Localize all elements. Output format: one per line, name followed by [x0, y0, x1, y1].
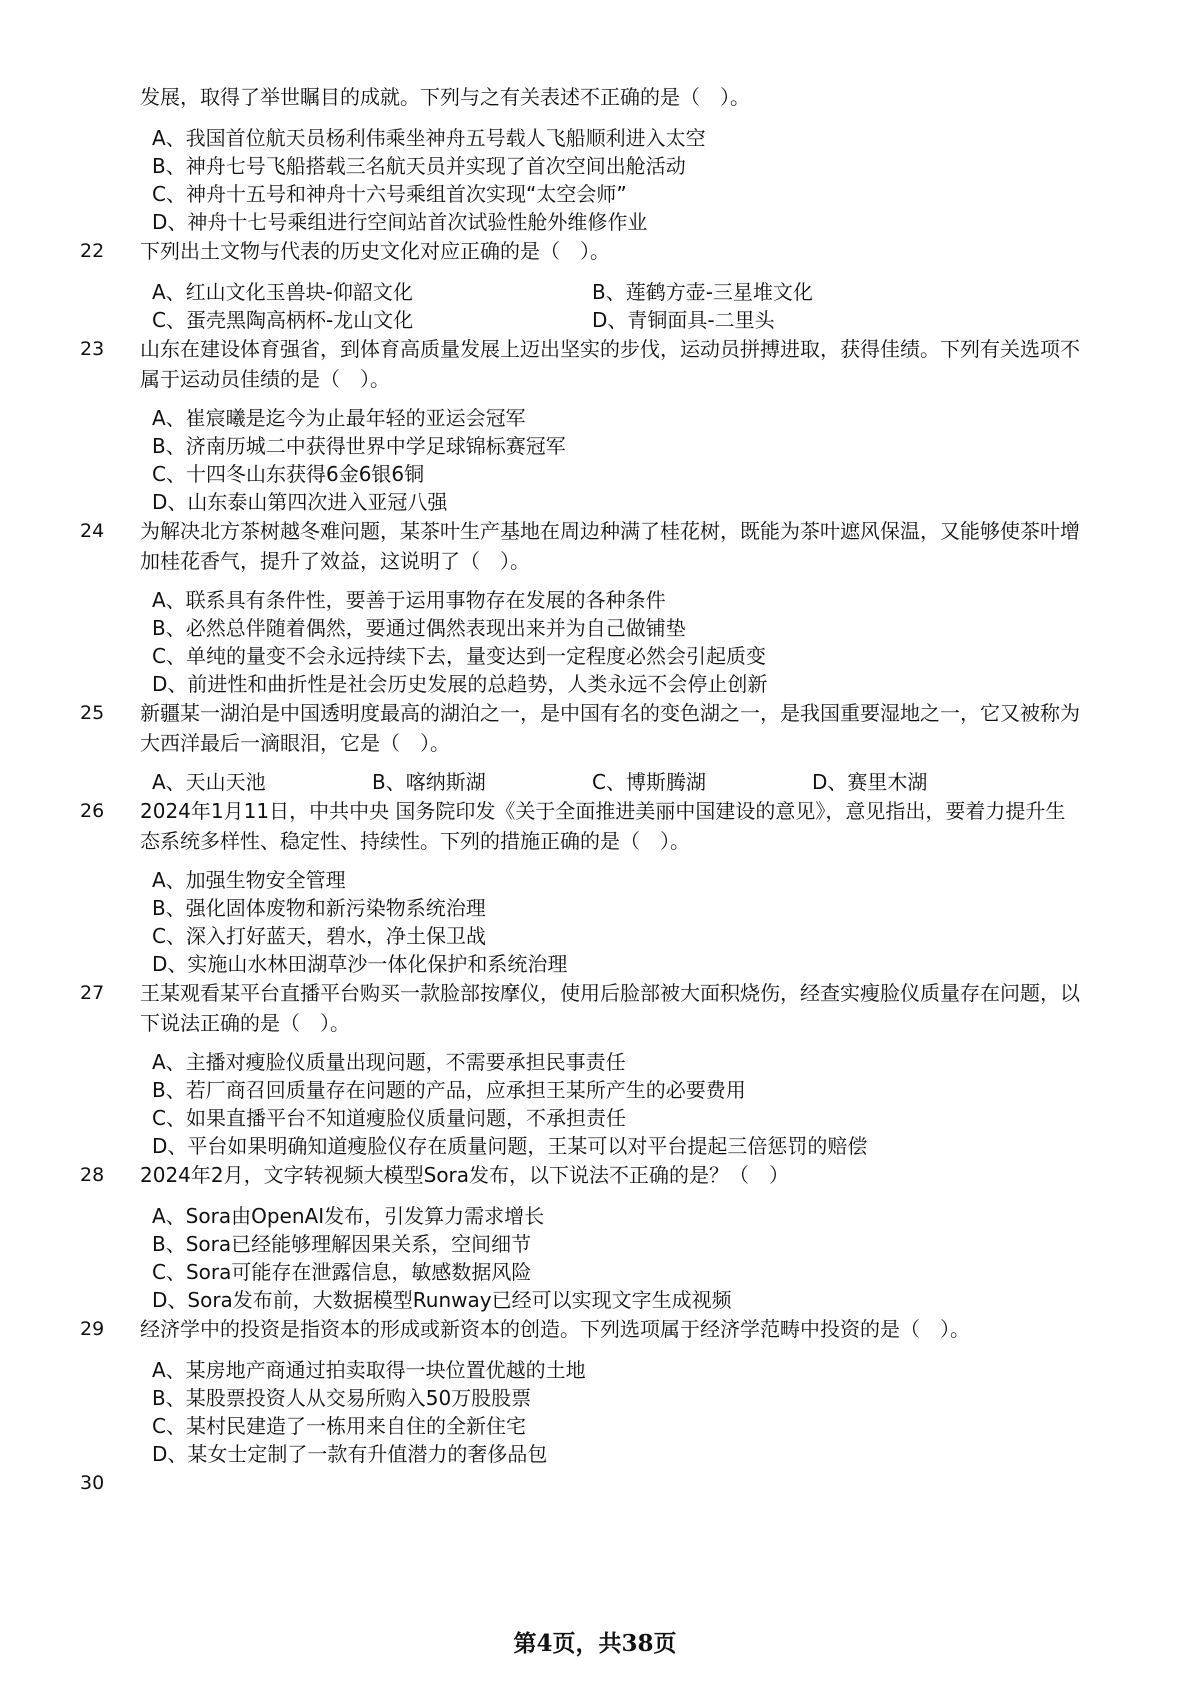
question-option-c: C、如果直播平台不知道瘦脸仪质量问题，不承担责任 [152, 1106, 626, 1130]
question-option-a: A、联系具有条件性，要善于运用事物存在发展的各种条件 [152, 588, 666, 612]
question-stem: 山东在建设体育强省，到体育高质量发展上迈出坚实的步伐，运动员拼搏进取，获得佳绩。下列有关选项不属于运动员佳绩的是（ ）。 [140, 337, 1080, 391]
question-option-b: B、强化固体废物和新污染物系统治理 [152, 896, 486, 920]
question-option-a: A、主播对瘦脸仪质量出现问题，不需要承担民事责任 [152, 1050, 626, 1074]
question-21-option-b: B、神舟七号飞船搭载三名航天员并实现了首次空间出舱活动 [152, 154, 686, 178]
question-21-option-c: C、神舟十五号和神舟十六号乘组首次实现“太空会师” [152, 182, 627, 206]
question-stem: 新疆某一湖泊是中国透明度最高的湖泊之一，是中国有名的变色湖之一，是我国重要湿地之一，它又被称为大西洋最后一滴眼泪，它是（ ）。 [140, 701, 1080, 755]
question-option-c: C、蛋壳黑陶高柄杯-龙山文化 [152, 308, 414, 332]
question-option-d: D、青铜面具-二里头 [592, 308, 775, 332]
question-stem: 下列出土文物与代表的历史文化对应正确的是（ ）。 [140, 239, 610, 263]
question-option-b: B、喀纳斯湖 [372, 770, 486, 794]
question-option-b: B、济南历城二中获得世界中学足球锦标赛冠军 [152, 434, 566, 458]
question-option-b: B、莲鹤方壶-三星堆文化 [592, 280, 813, 304]
question-option-a: A、加强生物安全管理 [152, 868, 346, 892]
question-21-stem-continued: 发展，取得了举世瞩目的成就。下列与之有关表述不正确的是（ ）。 [140, 85, 750, 109]
page-footer: 第4页，共38页 [513, 1630, 677, 1657]
question-number: 24 [80, 520, 105, 542]
question-21-option-a: A、我国首位航天员杨利伟乘坐神舟五号载人飞船顺利进入太空 [152, 126, 706, 150]
question-option-a: A、某房地产商通过拍卖取得一块位置优越的土地 [152, 1358, 586, 1382]
question-stem: 为解决北方茶树越冬难问题，某茶叶生产基地在周边种满了桂花树，既能为茶叶遮风保温，又能够使茶叶增加桂花香气，提升了效益，这说明了（ ）。 [140, 519, 1080, 573]
question-stem: 2024年1月11日，中共中央 国务院印发《关于全面推进美丽中国建设的意见》，意见指出，要着力提升生态系统多样性、稳定性、持续性。下列的措施正确的是（ ）。 [140, 799, 1066, 853]
question-option-b: B、必然总伴随着偶然，要通过偶然表现出来并为自己做铺垫 [152, 616, 686, 640]
question-option-d: D、山东泰山第四次进入亚冠八强 [152, 490, 448, 514]
question-number: 25 [80, 702, 105, 724]
question-option-a: A、崔宸曦是迄今为止最年轻的亚运会冠军 [152, 406, 526, 430]
question-number: 26 [80, 800, 105, 822]
question-number: 29 [80, 1318, 105, 1340]
question-option-c: C、Sora可能存在泄露信息，敏感数据风险 [152, 1260, 532, 1284]
question-option-b: B、Sora已经能够理解因果关系，空间细节 [152, 1232, 532, 1256]
question-stem: 2024年2月，文字转视频大模型Sora发布，以下说法不正确的是？（ ） [140, 1163, 790, 1187]
question-option-c: C、深入打好蓝天，碧水，净土保卫战 [152, 924, 486, 948]
question-option-a: A、Sora由OpenAI发布，引发算力需求增长 [152, 1204, 545, 1228]
question-option-d: D、赛里木湖 [812, 770, 928, 794]
question-number: 27 [80, 982, 105, 1004]
question-stem: 王某观看某平台直播平台购买一款脸部按摩仪，使用后脸部被大面积烧伤，经查实瘦脸仪质量存在问题，以下说法正确的是（ ）。 [140, 981, 1080, 1035]
question-option-c: C、十四冬山东获得6金6银6铜 [152, 462, 425, 486]
question-21-option-d: D、神舟十七号乘组进行空间站首次试验性舱外维修作业 [152, 210, 648, 234]
question-number: 23 [80, 338, 105, 360]
question-option-d: D、某女士定制了一款有升值潜力的奢侈品包 [152, 1442, 548, 1466]
question-option-d: D、平台如果明确知道瘦脸仪存在质量问题，王某可以对平台提起三倍惩罚的赔偿 [152, 1134, 868, 1158]
question-option-c: C、单纯的量变不会永远持续下去，量变达到一定程度必然会引起质变 [152, 644, 766, 668]
question-option-a: A、天山天池 [152, 770, 266, 794]
question-option-d: D、实施山水林田湖草沙一体化保护和系统治理 [152, 952, 568, 976]
question-option-d: D、前进性和曲折性是社会历史发展的总趋势，人类永远不会停止创新 [152, 672, 768, 696]
question-stem: 经济学中的投资是指资本的形成或新资本的创造。下列选项属于经济学范畴中投资的是（ ）。 [140, 1317, 970, 1341]
question-option-b: B、若厂商召回质量存在问题的产品，应承担王某所产生的必要费用 [152, 1078, 746, 1102]
question-option-a: A、红山文化玉兽块-仰韶文化 [152, 280, 413, 304]
question-number: 30 [80, 1472, 105, 1494]
question-number: 28 [80, 1164, 105, 1186]
question-option-c: C、某村民建造了一栋用来自住的全新住宅 [152, 1414, 526, 1438]
question-option-b: B、某股票投资人从交易所购入50万股股票 [152, 1386, 532, 1410]
question-option-c: C、博斯腾湖 [592, 770, 706, 794]
question-option-d: D、Sora发布前，大数据模型Runway已经可以实现文字生成视频 [152, 1288, 732, 1312]
question-number: 22 [80, 240, 105, 262]
